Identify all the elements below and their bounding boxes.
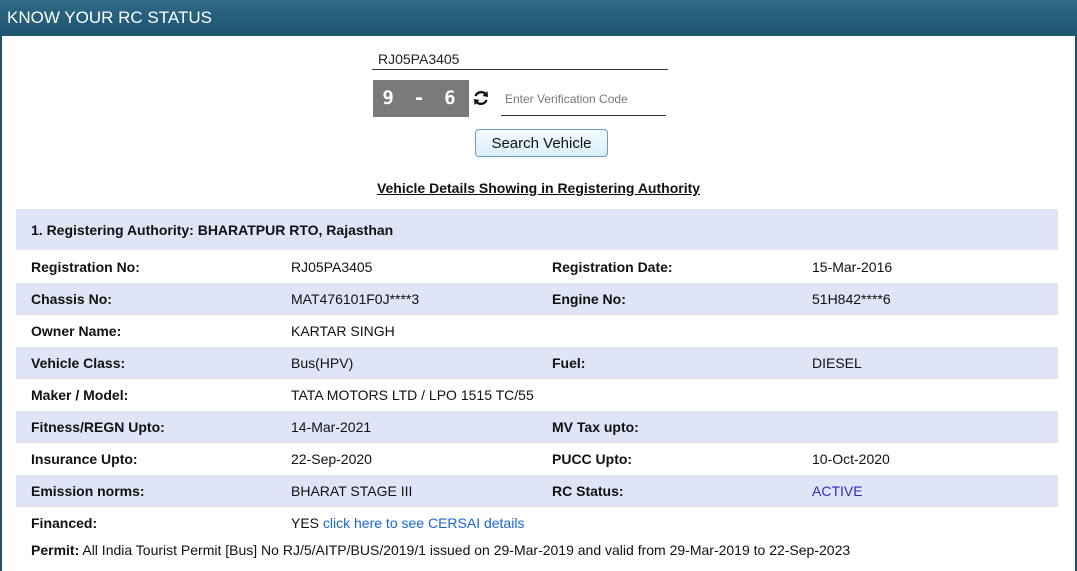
field-value: YES xyxy=(291,515,320,531)
cersai-details-link[interactable]: click here to see CERSAI details xyxy=(322,515,525,531)
field-label: RC Status: xyxy=(552,483,624,499)
field-label: Maker / Model: xyxy=(31,387,129,403)
field-value: 15-Mar-2016 xyxy=(812,259,893,275)
registration-number-input[interactable] xyxy=(372,44,668,70)
field-value: 10-Oct-2020 xyxy=(812,451,890,467)
permit-label: Permit: xyxy=(31,542,80,558)
table-row xyxy=(16,443,1058,475)
table-row xyxy=(16,251,1058,283)
field-label: Financed: xyxy=(31,515,98,531)
table-row xyxy=(16,283,1058,315)
field-value: 22-Sep-2020 xyxy=(291,451,372,467)
search-vehicle-button[interactable]: Search Vehicle xyxy=(475,129,608,157)
table-row xyxy=(16,347,1058,379)
financed-value xyxy=(291,515,524,531)
table-row xyxy=(16,507,1058,539)
field-value: TATA MOTORS LTD / LPO 1515 TC/55 xyxy=(291,387,534,403)
field-label: Insurance Upto: xyxy=(31,451,138,467)
field-label: Fuel: xyxy=(552,355,586,371)
registering-authority: 1. Registering Authority: BHARATPUR RTO, Rajasthan xyxy=(16,209,1058,250)
table-row xyxy=(16,315,1058,347)
table-row xyxy=(16,379,1058,411)
field-value: 51H842****6 xyxy=(812,291,891,307)
captcha-image: 9 - 6 xyxy=(373,80,469,117)
field-label: Registration No: xyxy=(31,259,140,275)
page-title: KNOW YOUR RC STATUS xyxy=(7,8,212,27)
field-value: MAT476101F0J****3 xyxy=(291,291,420,307)
field-label: MV Tax upto: xyxy=(552,419,639,435)
rc-status-badge: ACTIVE xyxy=(812,483,863,499)
field-value: 14-Mar-2021 xyxy=(291,419,372,435)
field-label: Engine No: xyxy=(552,291,626,307)
field-label: Registration Date: xyxy=(552,259,673,275)
table-row xyxy=(16,475,1058,507)
permit-details xyxy=(31,542,850,558)
field-value: RJ05PA3405 xyxy=(291,259,373,275)
permit-text: All India Tourist Permit [Bus] No RJ/5/AITP/BUS/2019/1 issued on 29-Mar-2019 and valid from 29-Mar-2019 to 22-Sep-2023 xyxy=(82,542,851,558)
verification-code-input[interactable] xyxy=(501,82,666,116)
table-row xyxy=(16,411,1058,443)
refresh-icon[interactable] xyxy=(471,88,491,108)
field-label: Fitness/REGN Upto: xyxy=(31,419,165,435)
field-label: Vehicle Class: xyxy=(31,355,126,371)
field-value: DIESEL xyxy=(812,355,862,371)
field-label: Chassis No: xyxy=(31,291,112,307)
page-header xyxy=(0,0,1077,36)
field-value: Bus(HPV) xyxy=(291,355,354,371)
field-value: KARTAR SINGH xyxy=(291,323,395,339)
field-value: BHARAT STAGE III xyxy=(291,483,413,499)
field-label: Owner Name: xyxy=(31,323,122,339)
field-label: PUCC Upto: xyxy=(552,451,633,467)
field-label: Emission norms: xyxy=(31,483,145,499)
results-heading: Vehicle Details Showing in Registering Authority xyxy=(376,180,701,196)
